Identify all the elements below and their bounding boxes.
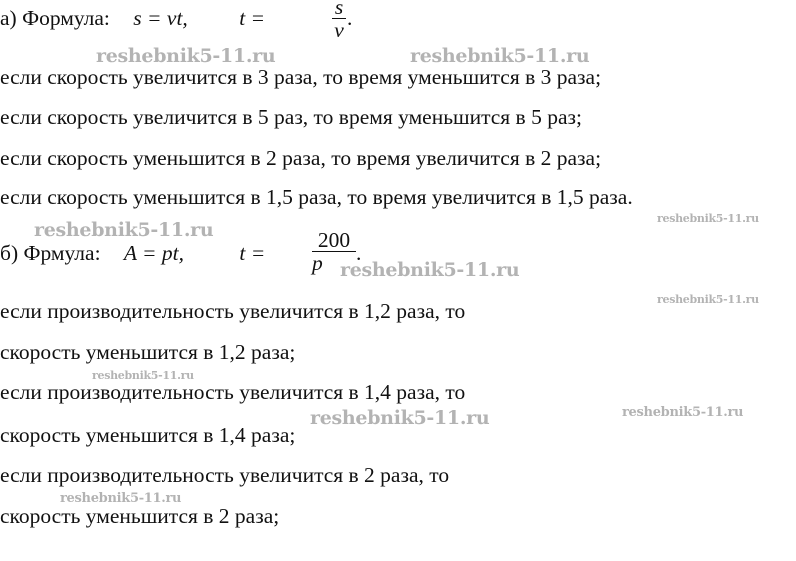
part-b-fraction-end: . — [356, 241, 362, 265]
part-a-line-3: если скорость уменьшится в 2 раза, то время увеличится в 2 раза; — [0, 146, 602, 170]
watermark: reshebnik5-11.ru — [96, 45, 276, 67]
part-b-line-3: если производительность увеличится в 1,4 раза, то — [0, 380, 466, 404]
part-b-t-equals: t = — [239, 241, 266, 265]
watermark: reshebnik5-11.ru — [310, 407, 490, 429]
part-a-line-1: если скорость увеличится в 3 раза, то время уменьшится в 3 раза; — [0, 65, 602, 89]
fraction-numerator: 200 — [317, 228, 351, 252]
part-a-fraction-end: . — [347, 6, 353, 30]
part-b-line-4: скорость уменьшится в 1,4 раза; — [0, 423, 296, 447]
part-a-label: а) Формула: — [0, 6, 110, 30]
part-a-line-2: если скорость увеличится в 5 раз, то время уменьшится в 5 раз; — [0, 105, 582, 129]
part-b-header — [0, 240, 265, 266]
watermark: reshebnik5-11.ru — [657, 293, 759, 306]
part-b-line-6: скорость уменьшится в 2 раза; — [0, 504, 280, 528]
fraction-denominator: v — [334, 18, 344, 42]
part-a-line-4: если скорость уменьшится в 1,5 раза, то время увеличится в 1,5 раза. — [0, 185, 633, 209]
part-a-t-equals: t = — [239, 6, 266, 30]
fraction-numerator: s — [334, 0, 344, 19]
watermark: reshebnik5-11.ru — [410, 45, 590, 67]
fraction-denominator: p — [312, 251, 323, 275]
part-a-fraction — [332, 0, 346, 40]
watermark: reshebnik5-11.ru — [340, 259, 520, 281]
part-b-label: б) Фрмула: — [0, 241, 101, 265]
watermark: reshebnik5-11.ru — [92, 369, 194, 382]
watermark: reshebnik5-11.ru — [60, 491, 182, 506]
watermark: reshebnik5-11.ru — [34, 219, 214, 241]
part-b-line-5: если производительность увеличится в 2 раза, то — [0, 463, 450, 487]
part-b-line-1: если производительность увеличится в 1,2 раза, то — [0, 299, 466, 323]
part-a-formula: s = vt, — [133, 6, 188, 30]
part-b-formula: A = pt, — [123, 241, 185, 265]
watermark: reshebnik5-11.ru — [622, 405, 744, 420]
watermark: reshebnik5-11.ru — [657, 212, 759, 225]
part-a-header — [0, 5, 265, 31]
part-b-line-2: скорость уменьшится в 1,2 раза; — [0, 340, 296, 364]
